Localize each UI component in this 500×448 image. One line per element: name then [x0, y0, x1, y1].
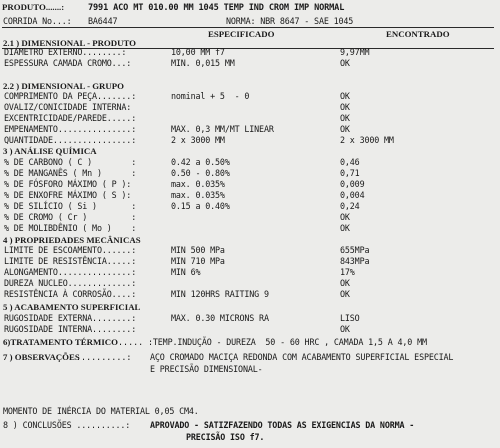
momento-inercia: MOMENTO DE INÉRCIA DO MATERIAL 0,05 CM4. [3, 406, 199, 416]
row-spec: MAX. 0,3 MM/MT LINEAR [171, 124, 274, 134]
row-found: 0,71 [340, 168, 360, 178]
row-found: OK [340, 278, 350, 288]
col-encontrado: ENCONTRADO [386, 29, 450, 39]
row-found: OK [340, 289, 350, 299]
row-spec: 0.50 - 0.80% [171, 168, 230, 178]
row-spec: MIN 710 MPa [171, 256, 225, 266]
row-label: % DE ENXOFRE MÁXIMO ( S ): [4, 190, 132, 200]
section-tratamento: 6)TRATAMENTO TÉRMICO [3, 337, 118, 347]
row-label: COMPRIMENTO DA PEÇA.......: [4, 91, 137, 101]
row-found: OK [340, 223, 350, 233]
row-spec: MAX. 0.30 MICRONS RA [171, 313, 269, 323]
row-spec: nominal + 5 - 0 [171, 91, 250, 101]
row-spec: max. 0.035% [171, 190, 225, 200]
conclusoes-label: 8 ) CONCLUSÕES ..........: [3, 420, 131, 430]
row-spec: MIN 120HRS RAITING 9 [171, 289, 269, 299]
row-found: 0,004 [340, 190, 365, 200]
observacoes-line2: E PRECISÃO DIMENSIONAL- [150, 364, 263, 374]
produto-value: 7991 ACO MT 010.00 MM 1045 TEMP IND CROM IMP NORMAL [88, 3, 345, 13]
row-found: OK [340, 212, 350, 222]
tratamento-value: :TEMP.INDUÇÃO - DUREZA 50 - 60 HRC , CAMADA 1,5 A 4,0 MM [148, 337, 427, 347]
conclusoes-line2: PRECISÃO ISO f7. [186, 432, 265, 442]
row-label: RUGOSIDADE EXTERNA........: [4, 313, 137, 323]
row-label: LIMITE DE ESCOAMENTO......: [4, 245, 137, 255]
row-found: 843MPa [340, 256, 370, 266]
corrida-value: BA6447 [88, 16, 118, 26]
row-label: ALONGAMENTO...............: [4, 267, 137, 277]
row-found: OK [340, 113, 350, 123]
row-spec: max. 0.035% [171, 179, 225, 189]
col-especificado: ESPECIFICADO [208, 29, 275, 39]
corrida-label: CORRIDA No...: [3, 16, 72, 26]
conclusoes-line1: APROVADO - SATIZFAZENDO TODAS AS EXIGENCIAS DA NORMA - [150, 420, 415, 430]
row-spec: 10,00 MM f7 [171, 47, 225, 57]
row-found: OK [340, 324, 350, 334]
row-found: 9,97MM [340, 47, 370, 57]
row-label: ESPESSURA CAMADA CROMO...: [4, 58, 132, 68]
row-label: RUGOSIDADE INTERNA........: [4, 324, 137, 334]
row-spec: 0.42 a 0.50% [171, 157, 230, 167]
row-spec: MIN 500 MPa [171, 245, 225, 255]
header-divider [2, 27, 494, 28]
row-label: % DE MANGANÊS ( Mn ) : [4, 168, 137, 178]
row-found: LISO [340, 313, 360, 323]
row-found: OK [340, 124, 350, 134]
row-found: 2 x 3000 MM [340, 135, 394, 145]
section-tratamento-dots: ..... [118, 337, 144, 347]
row-label: QUANTIDADE................: [4, 135, 137, 145]
observacoes-dots: ..........: [76, 352, 132, 362]
row-label: % DE FÓSFORO MÁXIMO ( P ): [4, 179, 132, 189]
row-spec: 2 x 3000 MM [171, 135, 225, 145]
row-label: OVALIZ/CONICIDADE INTERNA: [4, 102, 132, 112]
section-analise-quimica: 3 ) ANÁLISE QUÍMICA [3, 146, 97, 156]
section-acabamento: 5 ) ACABAMENTO SUPERFICIAL [3, 302, 141, 312]
row-label: EXCENTRICIDADE/PAREDE.....: [4, 113, 137, 123]
row-label: LIMITE DE RESISTÊNCIA.....: [4, 256, 137, 266]
section-propriedades-mecanicas: 4 ) PROPRIEDADES MECÂNICAS [3, 235, 141, 245]
row-label: % DE CARBONO ( C ) : [4, 157, 137, 167]
observacoes-line1: AÇO CROMADO MACIÇA REDONDA COM ACABAMENTO SUPERFICIAL ESPECIAL [150, 352, 454, 362]
row-found: 17% [340, 267, 355, 277]
section-dimensional-grupo: 2.2 ) DIMENSIONAL - GRUPO [3, 81, 124, 91]
row-found: 0,46 [340, 157, 360, 167]
section-observacoes: 7 ) OBSERVAÇÕES [3, 352, 80, 362]
row-label: % DE CROMO ( Cr ) : [4, 212, 137, 222]
section-dimensional-produto: 2.1 ) DIMENSIONAL - PRODUTO [3, 38, 137, 48]
produto-label: PRODUTO.......: [2, 2, 65, 12]
row-found: OK [340, 58, 350, 68]
row-spec: MIN 6% [171, 267, 201, 277]
row-label: % DE SILÍCIO ( Si ) : [4, 201, 137, 211]
row-found: 0,009 [340, 179, 365, 189]
norma-text: NORMA: NBR 8647 - SAE 1045 [226, 16, 354, 26]
row-label: DUREZA NUCLEO.............: [4, 278, 137, 288]
row-label: EMPENAMENTO...............: [4, 124, 137, 134]
row-spec: 0.15 a 0.40% [171, 201, 230, 211]
row-found: OK [340, 91, 350, 101]
row-label: % DE MOLIBDÊNIO ( Mo ) : [4, 223, 137, 233]
row-found: 655MPa [340, 245, 370, 255]
row-found: OK [340, 102, 350, 112]
row-label: RESISTÊNCIA À CORROSÃO....: [4, 289, 137, 299]
row-spec: MIN. 0,015 MM [171, 58, 235, 68]
row-found: 0,24 [340, 201, 360, 211]
row-label: DIAMETRO EXTERNO........: [4, 47, 127, 57]
